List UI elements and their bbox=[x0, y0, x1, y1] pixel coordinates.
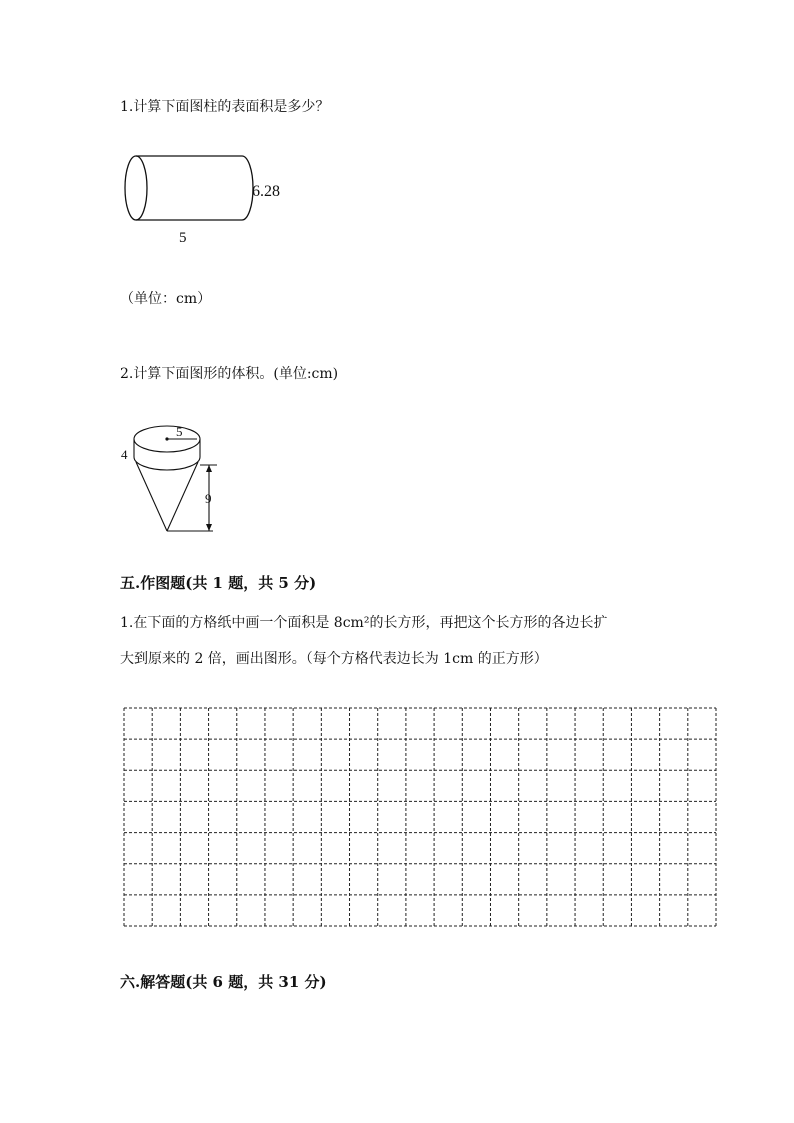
cone-right-edge bbox=[167, 462, 198, 531]
section-6-title: 六.解答题(共 6 题，共 31 分) bbox=[120, 973, 327, 991]
cone-height-label: 9 bbox=[205, 491, 212, 506]
cylinder-height-label: 4 bbox=[121, 447, 128, 462]
grid-paper bbox=[120, 704, 720, 930]
center-dot bbox=[165, 437, 168, 440]
cylinder-body bbox=[136, 156, 253, 220]
cylinder-figure bbox=[118, 150, 298, 250]
question-2-text: 2.计算下面图形的体积。(单位:cm) bbox=[120, 366, 339, 382]
unit-note: （单位：cm） bbox=[120, 291, 212, 307]
radius-label: 5 bbox=[176, 424, 183, 439]
cylinder-cone-figure bbox=[116, 410, 226, 540]
cylinder-left-face bbox=[125, 156, 147, 220]
cylinder-length-label: 5 bbox=[179, 230, 187, 246]
section-5-question-line-1: 1.在下面的方格纸中画一个面积是 8cm²的长方形，再把这个长方形的各边长扩 bbox=[120, 615, 608, 631]
question-1-text: 1.计算下面图柱的表面积是多少？ bbox=[120, 99, 330, 115]
cylinder-height-label: 6.28 bbox=[252, 183, 280, 200]
section-5-question-line-2: 大到原来的 2 倍，画出图形。（每个方格代表边长为 1cm 的正方形） bbox=[120, 651, 548, 667]
section-5-title: 五.作图题(共 1 题，共 5 分) bbox=[120, 574, 317, 592]
cone-left-edge bbox=[136, 462, 167, 531]
